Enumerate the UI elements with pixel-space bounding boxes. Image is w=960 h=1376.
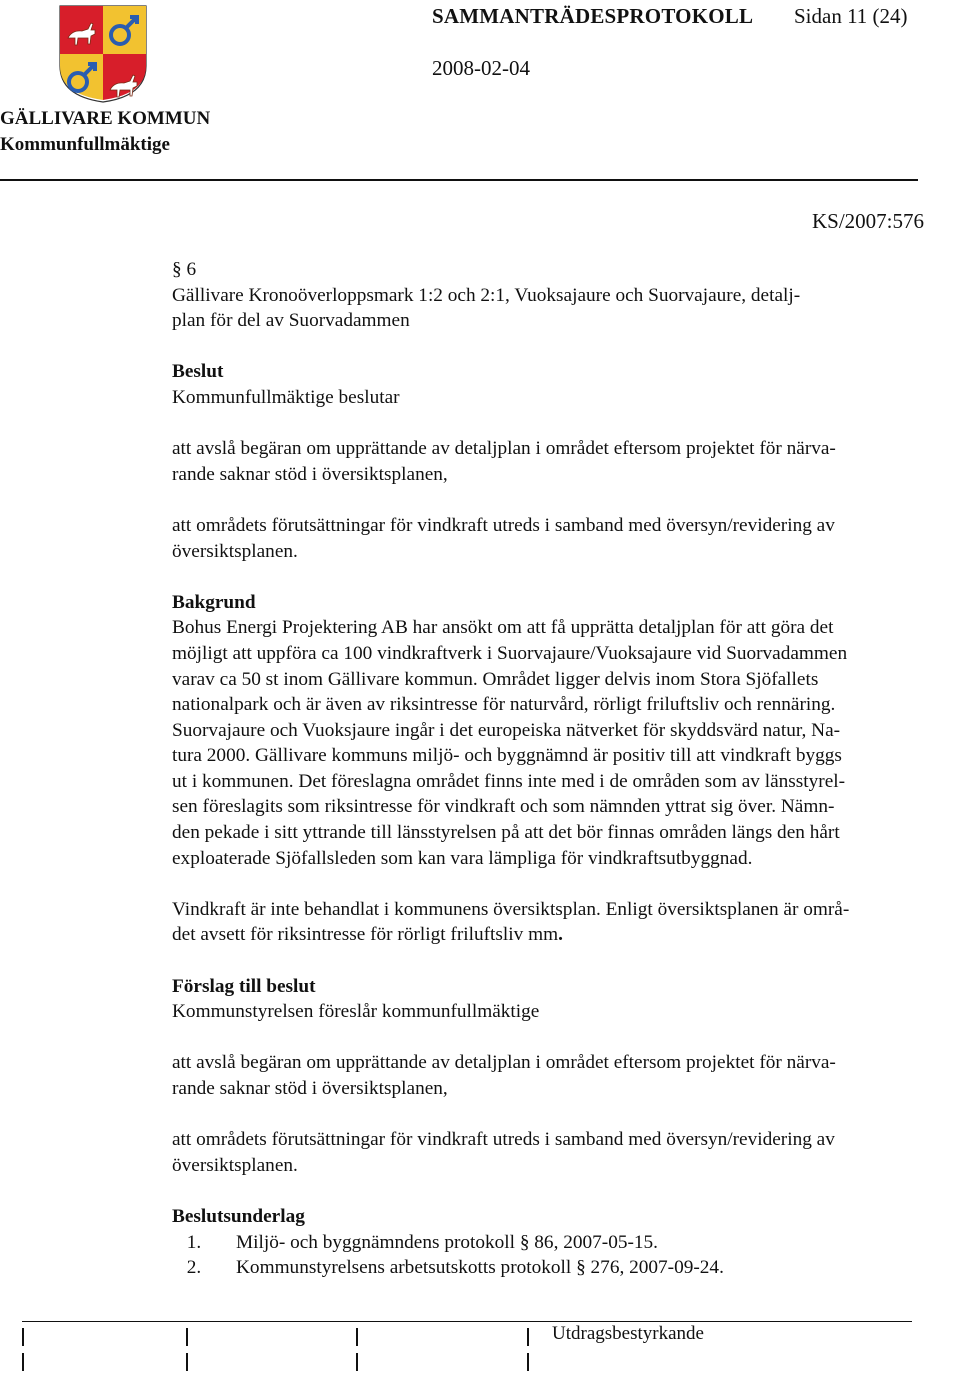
- spacer: [172, 1178, 952, 1204]
- beslutsunderlag-list: [172, 1230, 952, 1281]
- municipality-coat-of-arms-icon: [58, 4, 148, 104]
- bakgrund-line: Suorvajaure och Vuoksjaure ingår i det europeiska nätverket för skyddsvärd natur, Na-: [172, 719, 841, 741]
- governing-body: Kommunfullmäktige: [0, 134, 170, 155]
- forslag-item-1-line-2: rande saknar stöd i översiktsplanen,: [172, 1078, 448, 1099]
- spacer: [172, 871, 952, 897]
- bakgrund-p2-period: .: [558, 924, 563, 946]
- bakgrund-line: ut i kommunen. Det föreslagna området finns inte med i de områden som av länsstyrel-: [172, 770, 846, 792]
- footer-divider: [22, 1321, 912, 1322]
- forslag-intro: Kommunstyrelsen föreslår kommunfullmäktige: [172, 1001, 540, 1023]
- forslag-heading: Förslag till beslut: [172, 975, 316, 997]
- spacer: [172, 487, 952, 513]
- beslut-item-1-line-2: rande saknar stöd i översiktsplanen,: [172, 463, 448, 485]
- signature-field-divider: [527, 1328, 529, 1346]
- certification-label: Utdragsbestyrkande: [552, 1323, 704, 1344]
- signature-field-divider: [527, 1353, 529, 1371]
- list-item: 2. Kommunstyrelsens arbetsutskotts protokoll § 276, 2007-09-24.: [206, 1255, 952, 1281]
- spacer: [172, 411, 952, 437]
- organization-name: GÄLLIVARE KOMMUN: [0, 108, 211, 129]
- beslutsunderlag-heading: Beslutsunderlag: [172, 1205, 305, 1227]
- spacer: [172, 948, 952, 974]
- forslag-item-2-line-2: översiktsplanen.: [172, 1154, 298, 1176]
- protocol-body: [172, 257, 952, 1281]
- bakgrund-line: nationalpark och är även av riksintresse för naturvård, rörligt friluftsliv och rennäring.: [172, 694, 836, 716]
- paragraph-title-line-1: Gällivare Kronoöverloppsmark 1:2 och 2:1, Vuoksajaure och Suorvajaure, detalj-: [172, 284, 801, 306]
- bakgrund-p2-line-2: [172, 922, 952, 948]
- beslut-item-2-line-1: att områdets förutsättningar för vindkraft utreds i samband med översyn/revidering av: [172, 514, 835, 536]
- page-indicator: Sidan 11 (24): [794, 4, 908, 28]
- bakgrund-p2-line-1: Vindkraft är inte behandlat i kommunens översiktsplan. Enligt översiktsplanen är områ-: [172, 898, 850, 920]
- beslut-intro: Kommunfullmäktige beslutar: [172, 386, 400, 408]
- signature-field-divider: [186, 1353, 188, 1371]
- signature-field-divider: [22, 1328, 24, 1346]
- paragraph-number: § 6: [172, 259, 197, 280]
- header-divider: [0, 179, 918, 181]
- bakgrund-p2-text: det avsett för riksintresse för rörligt friluftsliv mm: [172, 924, 559, 946]
- forslag-item-2-line-1: att områdets förutsättningar för vindkraft utreds i samband med översyn/revidering av: [172, 1129, 835, 1151]
- list-item: 1. Miljö- och byggnämndens protokoll § 86, 2007-05-15.: [206, 1230, 952, 1256]
- bakgrund-line: varav ca 50 st inom Gällivare kommun. Området ligger delvis inom Stora Sjöfallets: [172, 668, 819, 690]
- bakgrund-line: den pekade i sitt yttrande till länsstyrelsen på att det bör finnas områden längs den hårt: [172, 822, 840, 844]
- beslut-item-2-line-2: översiktsplanen.: [172, 540, 298, 562]
- signature-field-divider: [186, 1328, 188, 1346]
- beslut-heading: Beslut: [172, 361, 224, 383]
- bakgrund-line: sen föreslagits som riksintresse för vindkraft och som nämnden yttrat sig över. Nämn-: [172, 796, 835, 818]
- spacer: [172, 1102, 952, 1128]
- case-number: KS/2007:576: [812, 209, 925, 233]
- meeting-date: 2008-02-04: [432, 56, 530, 80]
- beslut-item-1-line-1: att avslå begäran om upprättande av detaljplan i området eftersom projektet för närva-: [172, 438, 836, 460]
- signature-field-divider: [356, 1353, 358, 1371]
- bakgrund-line: exploaterade Sjöfallsleden som kan vara lämpliga för vindkraftsutbyggnad.: [172, 847, 753, 869]
- bakgrund-line: tura 2000. Gällivare kommuns miljö- och byggnämnd är positiv till att vindkraft byggs: [172, 745, 842, 767]
- signature-field-divider: [356, 1328, 358, 1346]
- bakgrund-heading: Bakgrund: [172, 591, 256, 613]
- forslag-item-1-line-1: att avslå begäran om upprättande av detaljplan i området eftersom projektet för närva-: [172, 1052, 836, 1074]
- bakgrund-line: Bohus Energi Projektering AB har ansökt om att få upprätta detaljplan för att göra det: [172, 617, 834, 639]
- signature-field-divider: [22, 1353, 24, 1371]
- protocol-title: SAMMANTRÄDESPROTOKOLL: [432, 4, 754, 28]
- spacer: [172, 1025, 952, 1051]
- bakgrund-line: möjligt att uppföra ca 100 vindkraftverk i Suorvajaure/Vuoksajaure vid Suorvadammen: [172, 642, 848, 664]
- paragraph-title-line-2: plan för del av Suorvadammen: [172, 310, 410, 332]
- spacer: [172, 334, 952, 360]
- spacer: [172, 564, 952, 590]
